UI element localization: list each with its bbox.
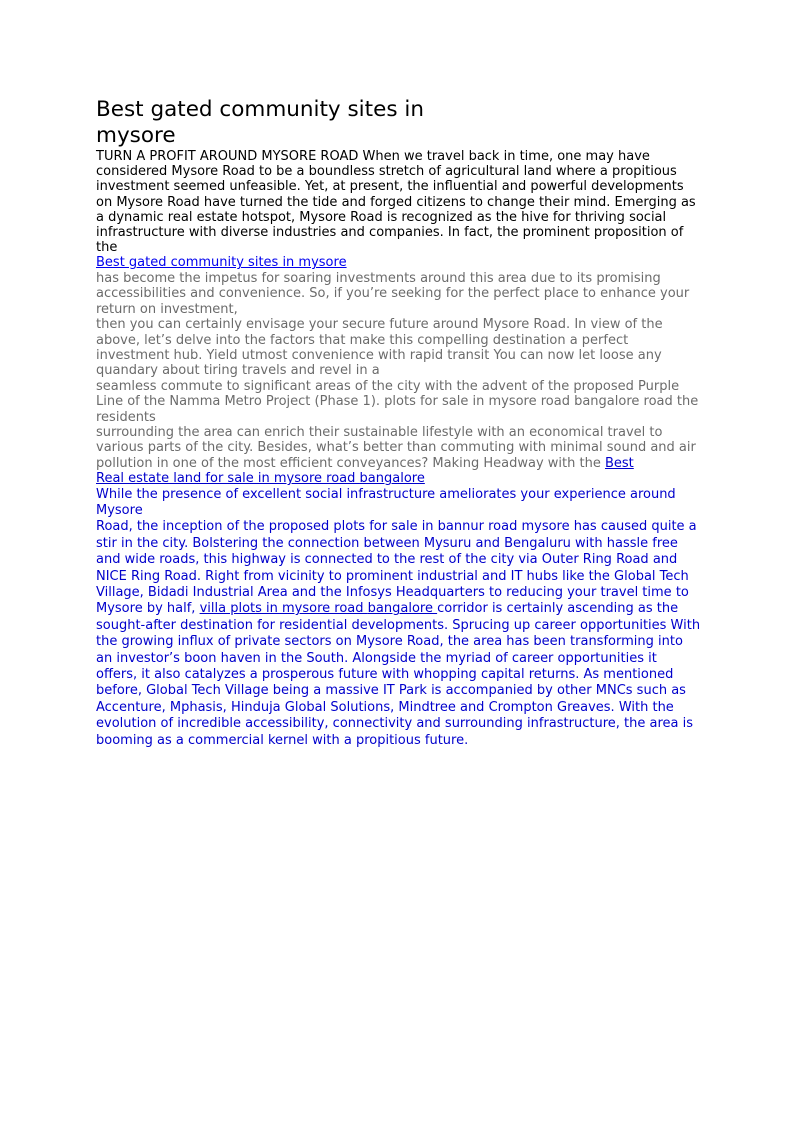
blue-paragraph-3-text: corridor is certainly ascending as the sought-after destination for residential developments. Sprucing up career opportunities With the growing influx of private sectors on Mysore Road, the area has been transforming into an investor’s boon haven in the South. Alongside the myriad of career opportunities it offers, it also catalyzes a prosperous future with whopping capital returns. As mentioned before, Global Tech Village being a massive IT Park is accompanied by other MNCs such as Accenture, Mphasis, Hinduja Global Solutions, Mindtree and Crompton Greaves. With the evolution of incredible accessibility, connectivity and surrounding infrastructure, the area is booming as a commercial kernel with a propitious future. <box>96 601 701 748</box>
bangalore-link[interactable]: bangalore <box>359 471 425 487</box>
blue-paragraph-2-text: Road, the inception of the proposed plots for sale in bannur road mysore has caused quite a stir in the city. Bolstering the connection between Mysuru and Bengaluru with hassle free and wide roads, this highway is connected to the rest of the city via Outer Ring Road and NICE Ring Road. Right from vicinity to prominent industrial and IT hubs like the Global Tech Village, Bidadi Industrial Area and the Infosys Headquarters to reducing your travel time to Mysore by half, <box>96 519 697 617</box>
intro-paragraph: TURN A PROFIT AROUND MYSORE ROAD When we travel back in time, one may have considered Mysore Road to be a boundless stretch of agricultural land where a propitious investment seemed unfeasible. Yet, at present, the influential and powerful developments on Mysore Road have turned the tide and forged citizens to change their mind. Emerging as a dynamic real estate hotspot, Mysore Road is recognized as the hive for thriving social infrastructure with diverse industries and companies. In fact, the prominent proposition of the <box>96 149 696 256</box>
gray-paragraph-4 <box>96 425 701 487</box>
blue-paragraph-1: While the presence of excellent social infrastructure ameliorates your experience around Mysore <box>96 486 676 519</box>
page-title: Best gated community sites in mysore <box>96 97 424 148</box>
document-content <box>96 97 701 749</box>
villa-plots-link[interactable]: villa plots in mysore road <box>199 601 368 617</box>
gray-paragraph-2: then you can certainly envisage your secure future around Mysore Road. In view of the above, let’s delve into the factors that make this compelling destination a perfect investment hub. Yield utmost convenience with rapid transit You can now let loose any quandary about tiring travels and revel in a <box>96 317 663 379</box>
gated-community-link[interactable]: Best gated community sites in mysore <box>96 255 347 271</box>
real-estate-link[interactable]: Real estate land for sale in mysore road <box>96 471 360 487</box>
gray-paragraph-3: seamless commute to significant areas of the city with the advent of the proposed Purple Line of the Namma Metro Project (Phase 1). plots for sale in mysore road bangalore road the residents <box>96 378 699 425</box>
gray-paragraph-4-text: surrounding the area can enrich their sustainable lifestyle with an economical travel to various parts of the city. Besides, what’s better than commuting with minimal sound and air pollution in one of the most efficient conveyances? Making Headway with the <box>96 424 696 471</box>
bangalore-corridor-link[interactable]: bangalore <box>367 601 438 617</box>
gray-paragraph-1: has become the impetus for soaring investments around this area due to its promising accessibilities and convenience. So, if you’re seeking for the perfect place to enhance your return on investment, <box>96 270 690 317</box>
best-link[interactable]: Best <box>604 455 634 471</box>
blue-paragraph-2 <box>96 519 701 749</box>
